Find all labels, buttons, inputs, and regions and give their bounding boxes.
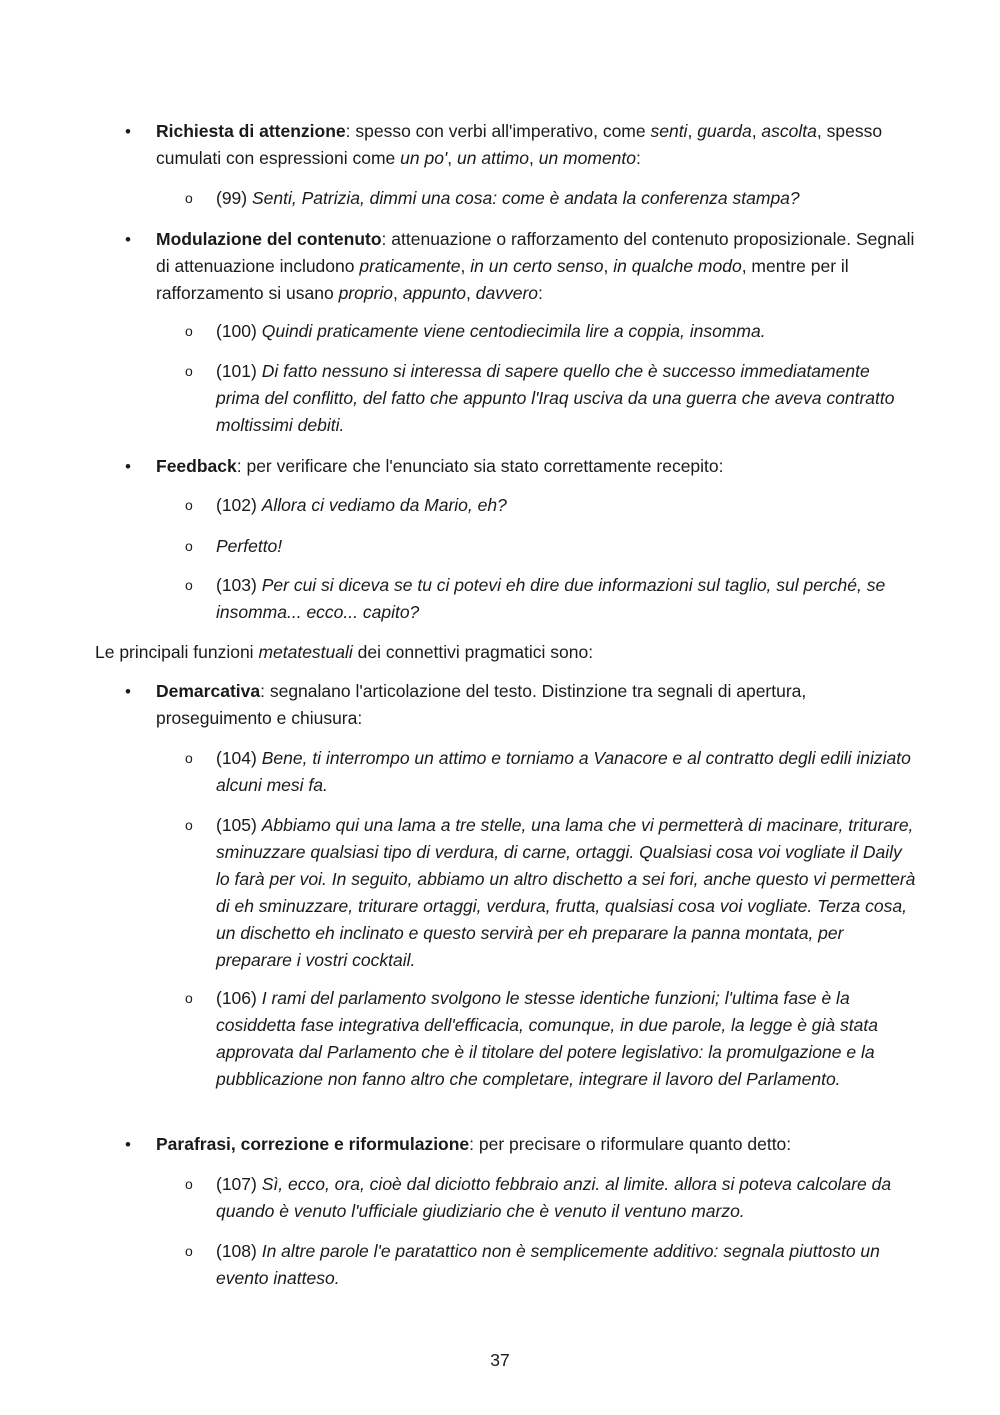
example-text: Bene, ti interrompo un attimo e torniamo a Vanacore e al contratto degli edili iniziato alcuni mesi fa. bbox=[216, 748, 911, 795]
text: , bbox=[466, 283, 476, 303]
example-text: Di fatto nessuno si interessa di sapere quello che è successo immediatamente prima del conflitto, del fatto che appunto l'Iraq usciva da una guerra che aveva contratto moltissimi debiti. bbox=[216, 361, 895, 435]
text: , bbox=[603, 256, 614, 276]
example-108 bbox=[185, 1238, 916, 1292]
text: , bbox=[460, 256, 471, 276]
italic-text: in un certo senso bbox=[470, 256, 604, 276]
text: : bbox=[636, 148, 641, 168]
text: , mentre per il rafforzamento si usano bbox=[156, 256, 849, 303]
text: , spesso cumulati con espressioni come bbox=[156, 121, 883, 168]
sub-bullet-marker: o bbox=[185, 190, 193, 206]
sub-bullet-marker: o bbox=[185, 323, 193, 339]
example-106 bbox=[185, 985, 916, 1093]
example-text: Sì, ecco, ora, cioè dal diciotto febbraio anzi. al limite. allora si poteva calcolare da quando è venuto l'ufficiale giudiziario che è venuto il ventuno marzo. bbox=[216, 1174, 892, 1221]
example-102-reply bbox=[185, 533, 916, 560]
example-text: Perfetto! bbox=[216, 536, 283, 556]
text: : segnalano l'articolazione del testo. Distinzione tra segnali di apertura, proseguimento e chiusura: bbox=[156, 681, 807, 728]
text: , bbox=[687, 121, 698, 141]
italic-text: un momento bbox=[538, 148, 637, 168]
example-number: (99) bbox=[216, 188, 252, 208]
text: : per precisare o riformulare quanto detto: bbox=[469, 1134, 792, 1154]
example-99 bbox=[185, 185, 916, 212]
text: : per verificare che l'enunciato sia stato correttamente recepito: bbox=[236, 456, 724, 476]
term-label: Modulazione del contenuto bbox=[156, 229, 382, 249]
example-101 bbox=[185, 358, 916, 439]
sub-bullet-marker: o bbox=[185, 990, 193, 1006]
sub-bullet-marker: o bbox=[185, 817, 193, 833]
example-number: (104) bbox=[216, 748, 262, 768]
bullet-richiesta-attenzione bbox=[156, 118, 916, 172]
sub-bullet-marker: o bbox=[185, 1243, 193, 1259]
example-103 bbox=[185, 572, 916, 626]
bullet-demarcativa bbox=[156, 678, 916, 732]
paragraph-metatestuali bbox=[95, 639, 915, 666]
example-text: Allora ci vediamo da Mario, eh? bbox=[261, 495, 507, 515]
text: , bbox=[751, 121, 762, 141]
example-number: (100) bbox=[216, 321, 262, 341]
example-text: Abbiamo qui una lama a tre stelle, una lama che vi permetterà di macinare, triturare, sminuzzare qualsiasi tipo di verdura, di carne, ortaggi. Qualsiasi cosa voi vogliate il Daily lo farà per voi. In seguito, abbiamo un altro dischetto a sei fori, anche questo vi permetterà di eh sminuzzare, triturare ortaggi, verdura, frutta, qualsiasi cosa voi vogliate. Terza cosa, un dischetto eh inclinato e questo servirà per eh preparare la panna montata, per preparare i vostri cocktail. bbox=[216, 815, 916, 970]
sub-bullet-marker: o bbox=[185, 538, 193, 554]
text: , bbox=[393, 283, 403, 303]
italic-text: praticamente bbox=[359, 256, 461, 276]
example-number: (103) bbox=[216, 575, 262, 595]
italic-text: senti bbox=[650, 121, 688, 141]
example-number: (105) bbox=[216, 815, 262, 835]
page-number: 37 bbox=[490, 1350, 510, 1370]
text: : attenuazione o rafforzamento del contenuto proposizionale. Segnali di attenuazione includono bbox=[156, 229, 915, 276]
example-number: (101) bbox=[216, 361, 262, 381]
example-number: (102) bbox=[216, 495, 262, 515]
bullet-modulazione-contenuto bbox=[156, 226, 916, 307]
example-text: Quindi praticamente viene centodiecimila lire a coppia, insomma. bbox=[261, 321, 766, 341]
sub-bullet-marker: o bbox=[185, 750, 193, 766]
example-text: I rami del parlamento svolgono le stesse identiche funzioni; l'ultima fase è la cosiddetta fase integrativa dell'efficacia, comunque, in due parole, la legge è già stata approvata dal Parlamento che è il titolare del potere legislativo: la promulgazione e la pubblicazione non fanno altro che completare, integrare il lavoro del Parlamento. bbox=[216, 988, 878, 1089]
bullet-feedback bbox=[156, 453, 916, 480]
italic-text: appunto bbox=[402, 283, 467, 303]
term-label: Parafrasi, correzione e riformulazione bbox=[156, 1134, 470, 1154]
example-105 bbox=[185, 812, 916, 974]
sub-bullet-marker: o bbox=[185, 363, 193, 379]
example-107 bbox=[185, 1171, 916, 1225]
sub-bullet-marker: o bbox=[185, 1176, 193, 1192]
example-text: Senti, Patrizia, dimmi una cosa: come è andata la conferenza stampa? bbox=[251, 188, 800, 208]
example-104 bbox=[185, 745, 916, 799]
text: : spesso con verbi all'imperativo, come bbox=[345, 121, 651, 141]
example-number: (107) bbox=[216, 1174, 262, 1194]
text: , bbox=[529, 148, 539, 168]
term-label: Feedback bbox=[156, 456, 237, 476]
term-label: Richiesta di attenzione bbox=[156, 121, 346, 141]
text: : bbox=[538, 283, 543, 303]
italic-text: un attimo bbox=[457, 148, 529, 168]
example-number: (108) bbox=[216, 1241, 262, 1261]
term-label: Demarcativa bbox=[156, 681, 261, 701]
italic-text: metatestuali bbox=[258, 642, 353, 662]
example-100 bbox=[185, 318, 916, 345]
text: , bbox=[447, 148, 458, 168]
example-text: Per cui si diceva se tu ci potevi eh dire due informazioni sul taglio, sul perché, se insomma... ecco... capito? bbox=[216, 575, 886, 622]
italic-text: davvero bbox=[475, 283, 539, 303]
italic-text: un po' bbox=[400, 148, 448, 168]
sub-bullet-marker: o bbox=[185, 497, 193, 513]
italic-text: ascolta bbox=[761, 121, 817, 141]
italic-text: in qualche modo bbox=[613, 256, 742, 276]
text: dei connettivi pragmatici sono: bbox=[352, 642, 594, 662]
example-number: (106) bbox=[216, 988, 262, 1008]
italic-text: proprio bbox=[338, 283, 394, 303]
italic-text: guarda bbox=[697, 121, 752, 141]
sub-bullet-marker: o bbox=[185, 577, 193, 593]
text: Le principali funzioni bbox=[95, 642, 259, 662]
example-text: In altre parole l'e paratattico non è semplicemente additivo: segnala piuttosto un evento inatteso. bbox=[216, 1241, 880, 1288]
example-102 bbox=[185, 492, 916, 519]
bullet-parafrasi bbox=[156, 1131, 916, 1158]
